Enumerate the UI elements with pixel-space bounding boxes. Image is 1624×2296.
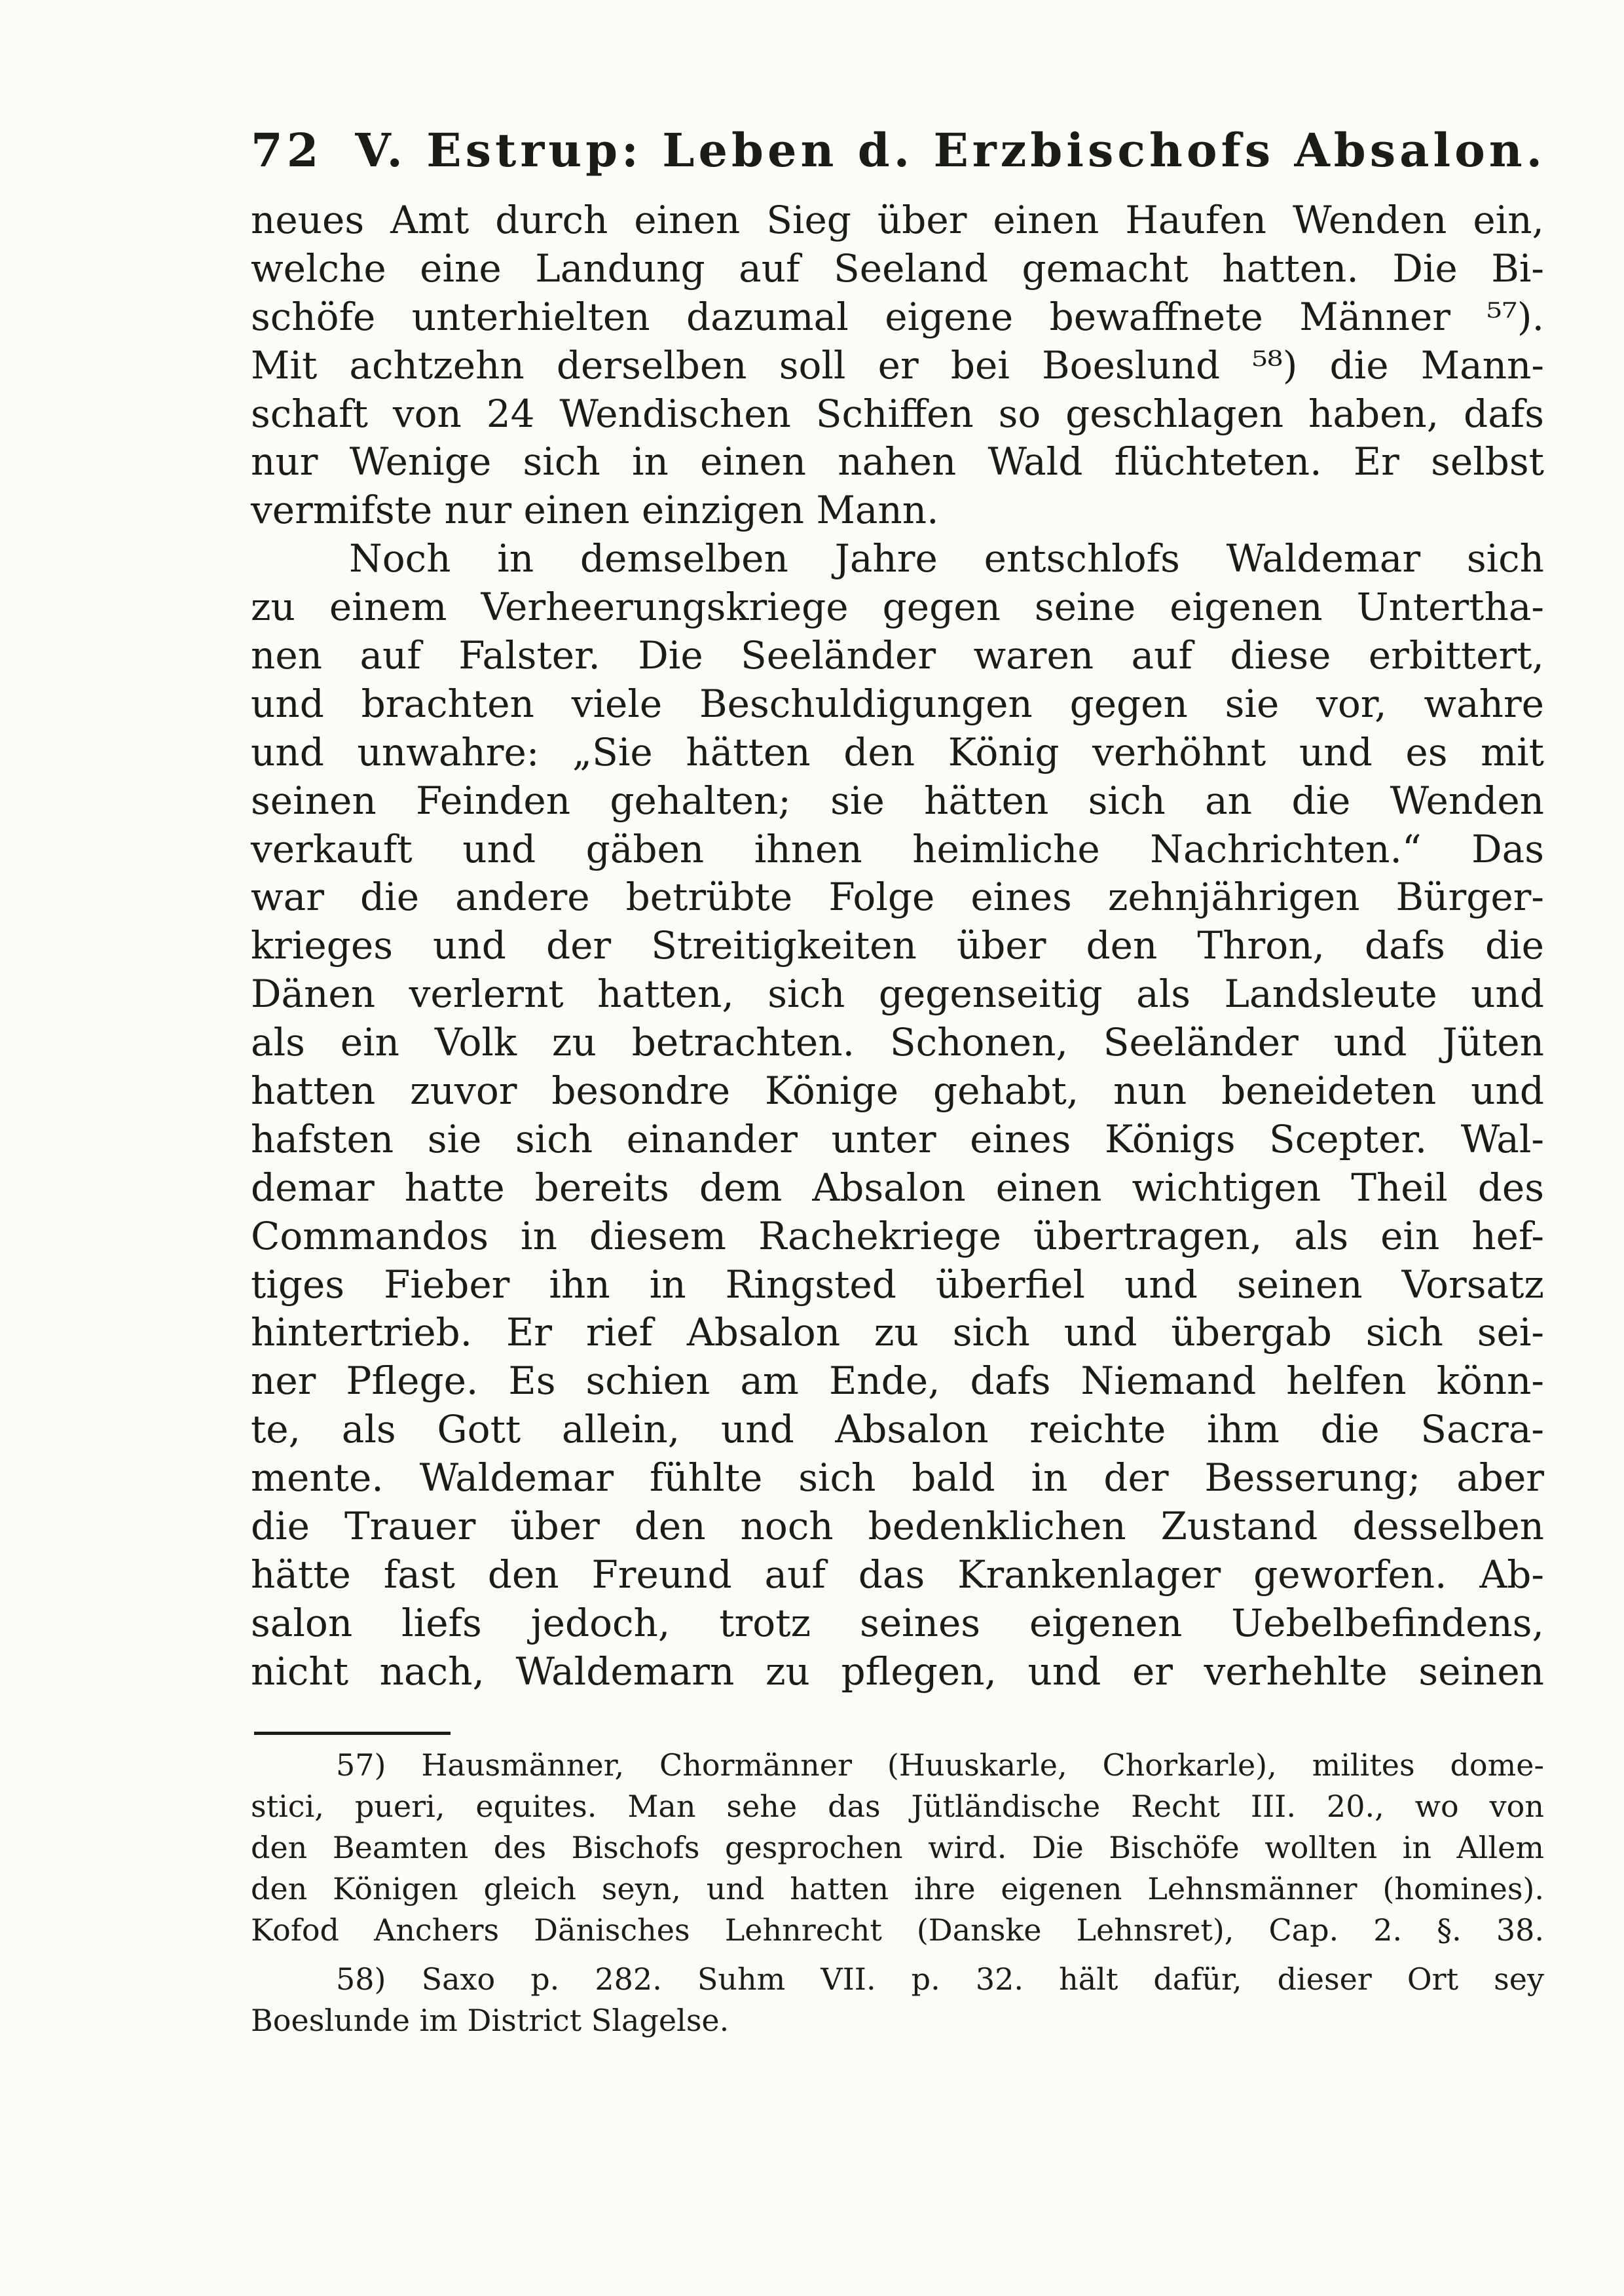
text-line: zu einem Verheerungskriege gegen seine eigenen Untertha- [251, 585, 1544, 630]
text-line: nur Wenige sich in einen nahen Wald flüchteten. Er selbst [251, 439, 1544, 484]
text-line: Mit achtzehn derselben soll er bei Boeslund ⁵⁸) die Mann- [251, 342, 1544, 388]
text-line: seinen Feinden gehalten; sie hätten sich an die Wenden [251, 778, 1544, 823]
text-line: te, als Gott allein, und Absalon reichte ihm die Sacra- [251, 1407, 1544, 1452]
text-line: und unwahre: „Sie hätten den König verhöhnt und es mit [251, 729, 1544, 774]
main-text [251, 196, 1544, 1696]
text-line: hafsten sie sich einander unter eines Königs Scepter. Wal- [251, 1116, 1544, 1161]
text-line: salon liefs jedoch, trotz seines eigenen Uebelbefindens, [251, 1600, 1544, 1645]
text-line: tiges Fieber ihn in Ringsted überfiel und seinen Vorsatz [251, 1262, 1544, 1307]
footnote-line: 58) Saxo p. 282. Suhm VII. p. 32. hält dafür, dieser Ort sey [336, 1961, 1544, 1997]
text-line: vermifste nur einen einzigen Mann. [251, 488, 939, 533]
text-line: die Trauer über den noch bedenklichen Zustand desselben [251, 1504, 1544, 1549]
text-line: neues Amt durch einen Sieg über einen Haufen Wenden ein, [251, 198, 1544, 242]
text-line: war die andere betrübte Folge eines zehnjährigen Bürger- [251, 875, 1544, 920]
text-line: Noch in demselben Jahre entschlofs Waldemar sich [349, 536, 1544, 581]
text-line: mente. Waldemar fühlte sich bald in der Besserung; aber [251, 1455, 1544, 1501]
text-line: hätte fast den Freund auf das Krankenlager geworfen. Ab- [251, 1552, 1544, 1597]
running-header [251, 123, 1554, 177]
running-title: V. Estrup: Leben d. Erzbischofs Absalon. [355, 123, 1547, 177]
footnotes [251, 1745, 1544, 2041]
text-line: ner Pflege. Es schien am Ende, dafs Niemand helfen könn- [251, 1358, 1544, 1404]
footnote-line: Boeslunde im District Slagelse. [251, 2003, 729, 2038]
text-line: demar hatte bereits dem Absalon einen wichtigen Theil des [251, 1165, 1544, 1210]
page-number: 72 [251, 123, 323, 177]
footnote-line: Kofod Anchers Dänisches Lehnrecht (Danske Lehnsret), Cap. 2. §. 38. [251, 1912, 1544, 1948]
text-line: und brachten viele Beschuldigungen gegen sie vor, wahre [251, 681, 1544, 726]
text-line: verkauft und gäben ihnen heimliche Nachrichten.“ Das [251, 826, 1544, 871]
footnote-line: den Königen gleich seyn, und hatten ihre eigenen Lehnsmänner (homines). [251, 1871, 1544, 1906]
text-line: welche eine Landung auf Seeland gemacht hatten. Die Bi- [251, 246, 1544, 291]
text-line: hintertrieb. Er rief Absalon zu sich und übergab sich sei- [251, 1310, 1544, 1355]
footnote-58 [251, 1959, 1544, 2041]
footnote-divider [254, 1732, 451, 1735]
text-line: nicht nach, Waldemarn zu pflegen, und er verhehlte seinen [251, 1649, 1544, 1694]
footnote-line: stici, pueri, equites. Man sehe das Jütländische Recht III. 20., wo von [251, 1789, 1544, 1824]
text-line: Dänen verlernt hatten, sich gegenseitig als Landsleute und [251, 972, 1544, 1017]
text-line: als ein Volk zu betrachten. Schonen, Seeländer und Jüten [251, 1020, 1544, 1065]
text-line: krieges und der Streitigkeiten über den Thron, dafs die [251, 923, 1544, 968]
footnote-57 [251, 1745, 1544, 1951]
footnote-line: den Beamten des Bischofs gesprochen wird. Die Bischöfe wollten in Allem [251, 1830, 1544, 1865]
text-line: hatten zuvor besondre Könige gehabt, nun beneideten und [251, 1068, 1544, 1114]
text-line: Commandos in diesem Rachekriege übertragen, als ein hef- [251, 1213, 1544, 1258]
text-line: nen auf Falster. Die Seeländer waren auf diese erbittert, [251, 633, 1544, 678]
footnote-line: 57) Hausmänner, Chormänner (Huuskarle, Chorkarle), milites dome- [336, 1747, 1544, 1783]
text-line: schaft von 24 Wendischen Schiffen so geschlagen haben, dafs [251, 391, 1544, 436]
text-line: schöfe unterhielten dazumal eigene bewaffnete Männer ⁵⁷). [251, 294, 1544, 339]
